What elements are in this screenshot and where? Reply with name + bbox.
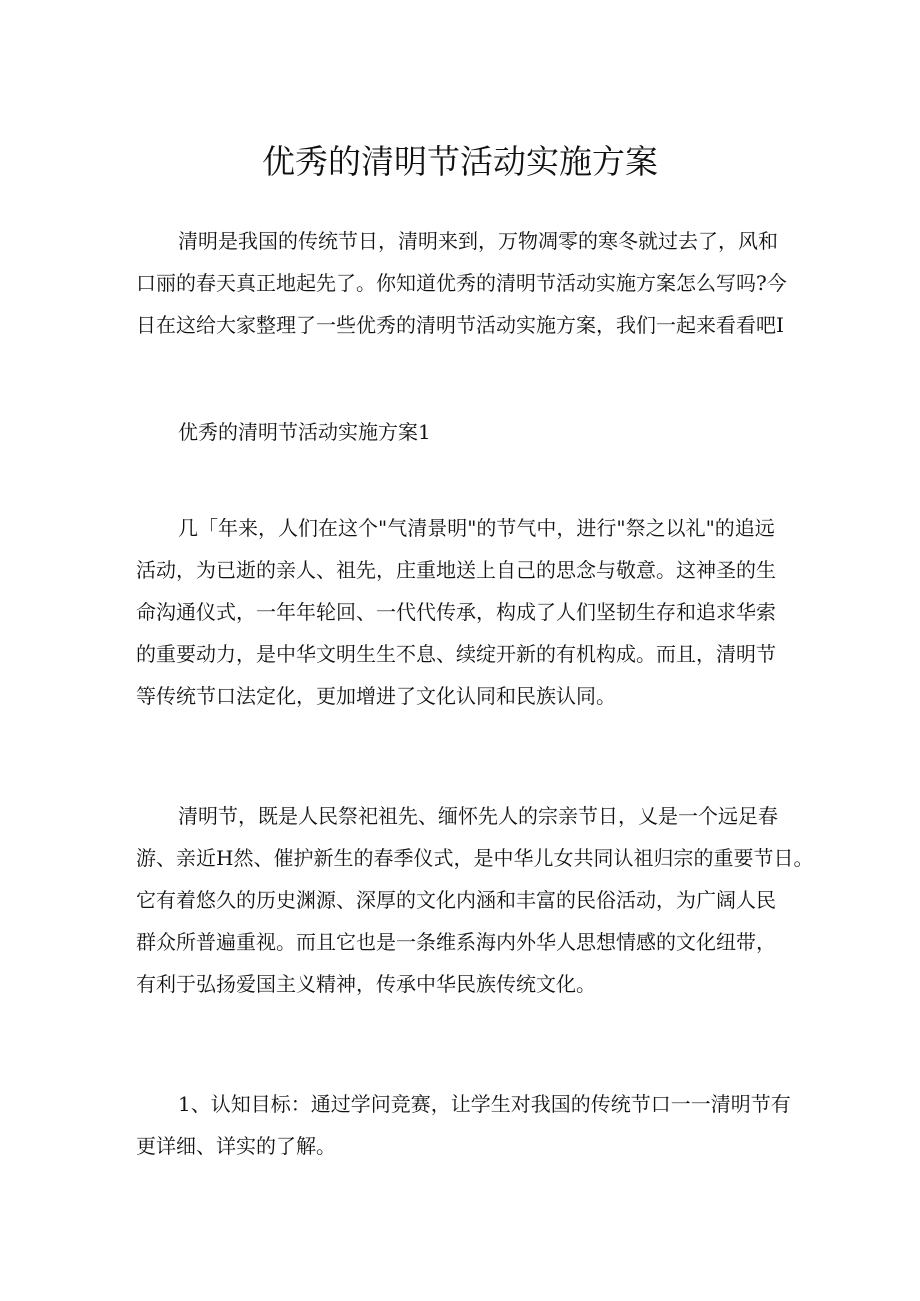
paragraph-line: 日在这给大家整理了一些优秀的清明节活动实施方案，我们一起来看看吧I [136,313,784,337]
section-heading-block [136,411,791,453]
paragraph-line: 游、亲近H然、催护新生的春季仪式，是中华儿女共同认祖归宗的重要节日。 [136,846,814,870]
paragraph-line: 活动，为已逝的亲人、祖先，庄重地送上自己的思念与敬意。这神圣的生 [136,558,776,582]
body-paragraph-1 [136,507,791,717]
paragraph-line: 等传统节口法定化，更加增进了文化认同和民族认同。 [136,684,616,708]
paragraph-line: 清明是我国的传统节日，清明来到，万物凋零的寒冬就过去了，风和 [178,229,778,253]
document-title: 优秀的清明节活动实施方案 [262,142,658,181]
paragraph-line: 更详细、详实的了解。 [136,1134,336,1158]
paragraph-line: 群众所普遍重视。而且它也是一条维系海内外华人思想情感的文化纽带， [136,930,776,954]
body-paragraph-2 [136,795,814,1005]
paragraph-line: 有利于弘扬爱国主义精神，传承中华民族传统文化。 [136,972,596,996]
paragraph-line: 命沟通仪式，一年年轮回、一代代传承，构成了人们坚韧生存和追求华索 [136,600,776,624]
paragraph-line: 的重要动力，是中华文明生生不息、续绽开新的有机构成。而且，清明节 [136,642,776,666]
section-heading: 优秀的清明节活动实施方案1 [178,420,431,444]
paragraph-line: 几「年来，人们在这个"气清景明"的节气中，进行"祭之以礼"的追远 [178,516,775,540]
paragraph-line: 它有着悠久的历史渊源、深厚的文化内涵和丰富的民俗活动，为广阔人民 [136,888,776,912]
paragraph-line: 清明节，既是人民祭祀祖先、缅怀先人的宗亲节日，乂是一个远足春 [178,804,778,828]
intro-paragraph [136,220,791,346]
paragraph-line: 1、认知目标：通过学问竞赛，让学生对我国的传统节口一一清明节有 [178,1092,791,1116]
body-paragraph-3 [136,1083,791,1167]
paragraph-line: 口丽的春天真正地起先了。你知道优秀的清明节活动实施方案怎么写吗?今 [136,271,787,295]
